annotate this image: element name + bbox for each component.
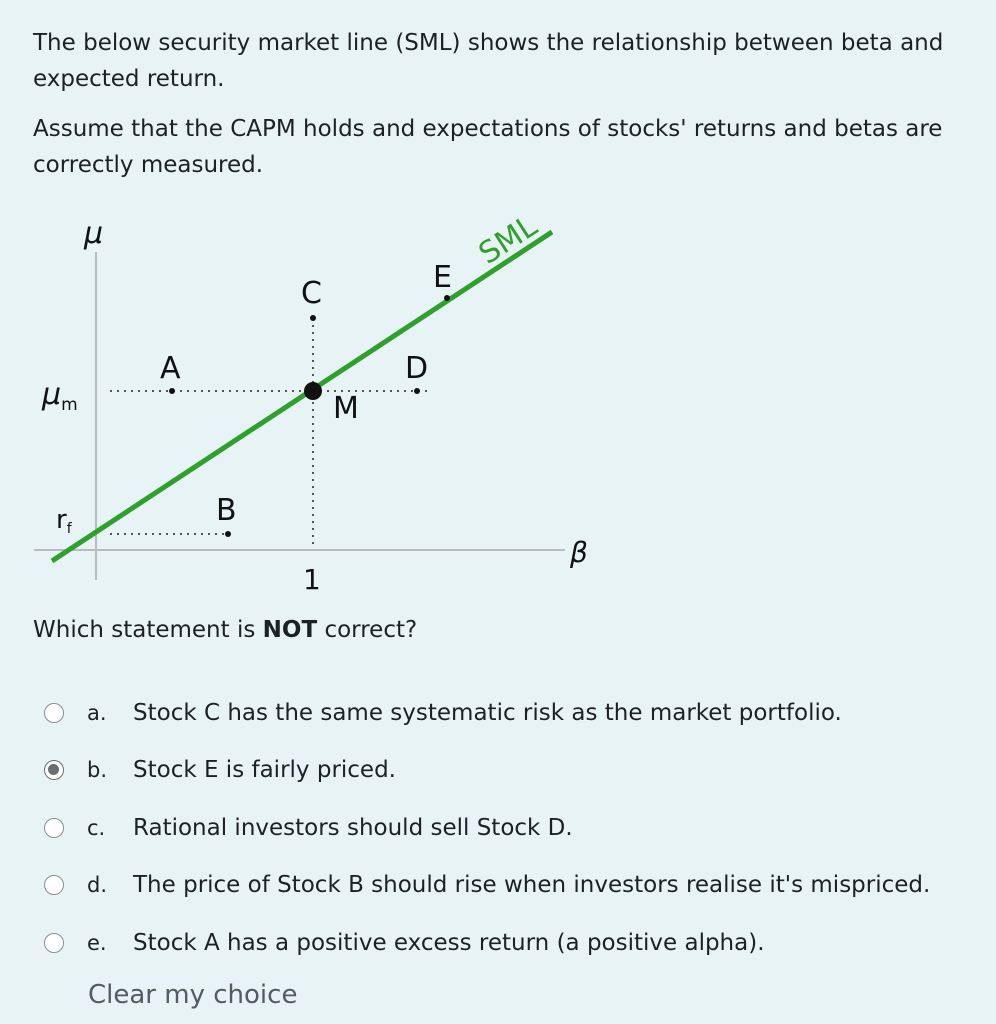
x-axis-label: β [570,536,588,569]
radio-option-b[interactable] [44,760,64,780]
radio-option-d[interactable] [44,875,64,895]
option-d-letter: d. [87,873,108,898]
point-e [444,295,450,301]
point-b [225,531,231,537]
radio-option-e[interactable] [44,933,64,953]
question-paragraph-1: The below security market line (SML) shows the relationship between beta and expected return. [33,30,944,92]
option-b[interactable] [44,742,396,800]
option-c-text[interactable]: Rational investors should sell Stock D. [133,814,573,841]
sml-diagram [0,180,996,610]
option-e-text[interactable]: Stock A has a positive excess return (a positive alpha). [133,929,765,956]
point-c [310,315,316,321]
point-d [414,388,420,394]
option-a-letter: a. [87,700,107,725]
rf-label: rf [56,505,72,537]
point-m-label: M [333,391,359,426]
option-c-letter: c. [87,815,106,840]
radio-option-c[interactable] [44,818,64,838]
point-e-label: E [433,260,452,295]
question-prompt: Which statement is NOT correct? [33,617,418,643]
option-c[interactable] [44,799,573,857]
question-paragraph-2: Assume that the CAPM holds and expectations of stocks' returns and betas are correctly measured. [33,116,943,178]
point-b-label: B [216,493,237,528]
market-point [304,382,322,400]
point-a [169,388,175,394]
option-b-letter: b. [87,758,108,783]
point-d-label: D [405,351,429,386]
option-a[interactable] [44,684,842,742]
option-d[interactable] [44,857,931,915]
option-a-text[interactable]: Stock C has the same systematic risk as the market portfolio. [133,699,842,726]
beta-one-label: 1 [303,563,321,596]
sml-label: SML [472,208,544,272]
y-axis-label: μ [84,216,104,251]
clear-choice-link[interactable]: Clear my choice [88,980,298,1010]
radio-option-a[interactable] [44,703,64,723]
point-c-label: C [301,276,322,311]
option-d-text[interactable]: The price of Stock B should rise when investors realise it's mispriced. [133,872,931,899]
option-e[interactable] [44,914,765,972]
point-a-label: A [160,351,181,386]
option-e-letter: e. [87,930,107,955]
option-b-text[interactable]: Stock E is fairly priced. [133,757,396,784]
answer-options [44,684,931,972]
mu-m-label: $\mu_m$ [42,377,78,415]
